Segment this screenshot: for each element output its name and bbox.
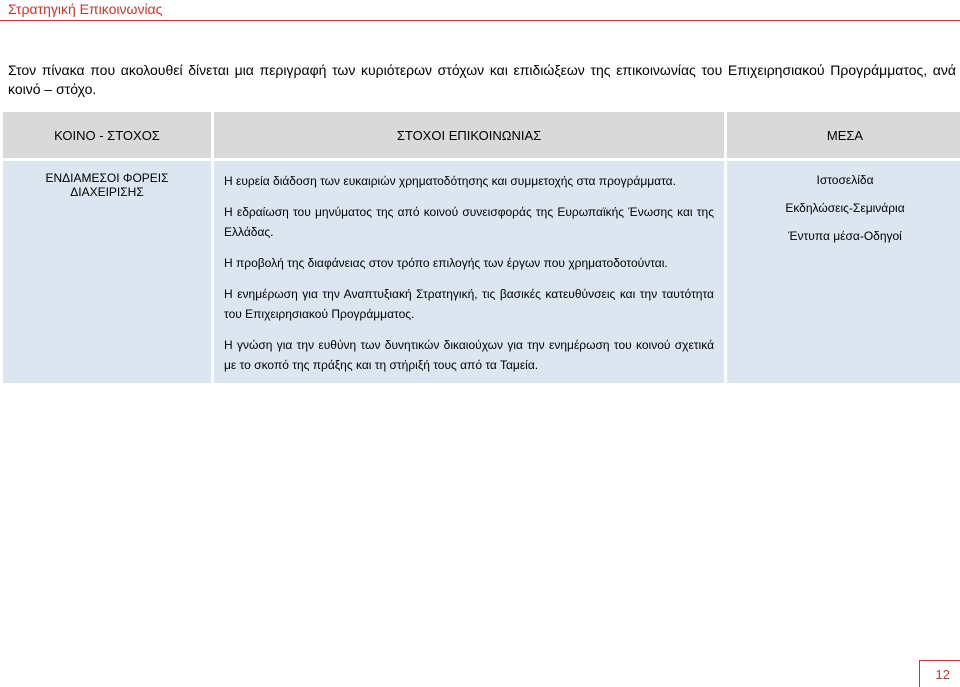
goal-item: Η ενημέρωση για την Αναπτυξιακή Στρατηγική, τις βασικές κατευθύνσεις και την ταυτότητα του Επιχειρησιακού Προγράμματος. <box>224 287 714 321</box>
media-cell <box>727 161 960 383</box>
header-communication-goals: ΣΤΟΧΟΙ ΕΠΙΚΟΙΝΩΝΙΑΣ <box>214 112 724 158</box>
footer-rule <box>920 660 960 661</box>
media-item: Έντυπα μέσα-Οδηγοί <box>788 229 902 243</box>
goal-item: Η προβολή της διαφάνειας στον τρόπο επιλογής των έργων που χρηματοδοτούνται. <box>224 256 668 270</box>
goals-cell <box>214 161 724 383</box>
goal-item: Η γνώση για την ευθύνη των δυνητικών δικαιούχων για την ενημέρωση του κοινού σχετικά με το σκοπό της πράξης και τη στήριξή τους από τα Ταμεία. <box>224 338 714 372</box>
header-divider <box>0 20 960 21</box>
goal-item: Η ευρεία διάδοση των ευκαιριών χρηματοδότησης και συμμετοχής στα προγράμματα. <box>224 174 676 188</box>
media-item: Εκδηλώσεις-Σεμινάρια <box>785 201 905 215</box>
goal-item: Η εδραίωση του μηνύματος της από κοινού συνεισφοράς της Ευρωπαϊκής Ένωσης και της Ελλάδας. <box>224 205 714 239</box>
table-header-row <box>3 112 960 158</box>
audience-cell: ΕΝΔΙΑΜΕΣΟΙ ΦΟΡΕΙΣ ΔΙΑΧΕΙΡΙΣΗΣ <box>3 161 211 383</box>
page-number: 12 <box>935 667 950 682</box>
footer-divider <box>919 660 920 687</box>
table-row <box>3 161 960 383</box>
header-media: ΜΕΣΑ <box>727 112 960 158</box>
page-footer <box>0 660 960 687</box>
communication-goals-table <box>0 109 960 386</box>
intro-paragraph: Στον πίνακα που ακολουθεί δίνεται μια περιγραφή των κυριότερων στόχων και επιδιώξεων της επικοινωνίας του Επιχειρησιακού Προγράμματος, ανά κοινό – στόχο. <box>8 62 956 97</box>
media-item: Ιστοσελίδα <box>816 173 874 187</box>
document-header-title: Στρατηγική Επικοινωνίας <box>8 1 163 17</box>
header-audience: ΚΟΙΝΟ - ΣΤΟΧΟΣ <box>3 112 211 158</box>
